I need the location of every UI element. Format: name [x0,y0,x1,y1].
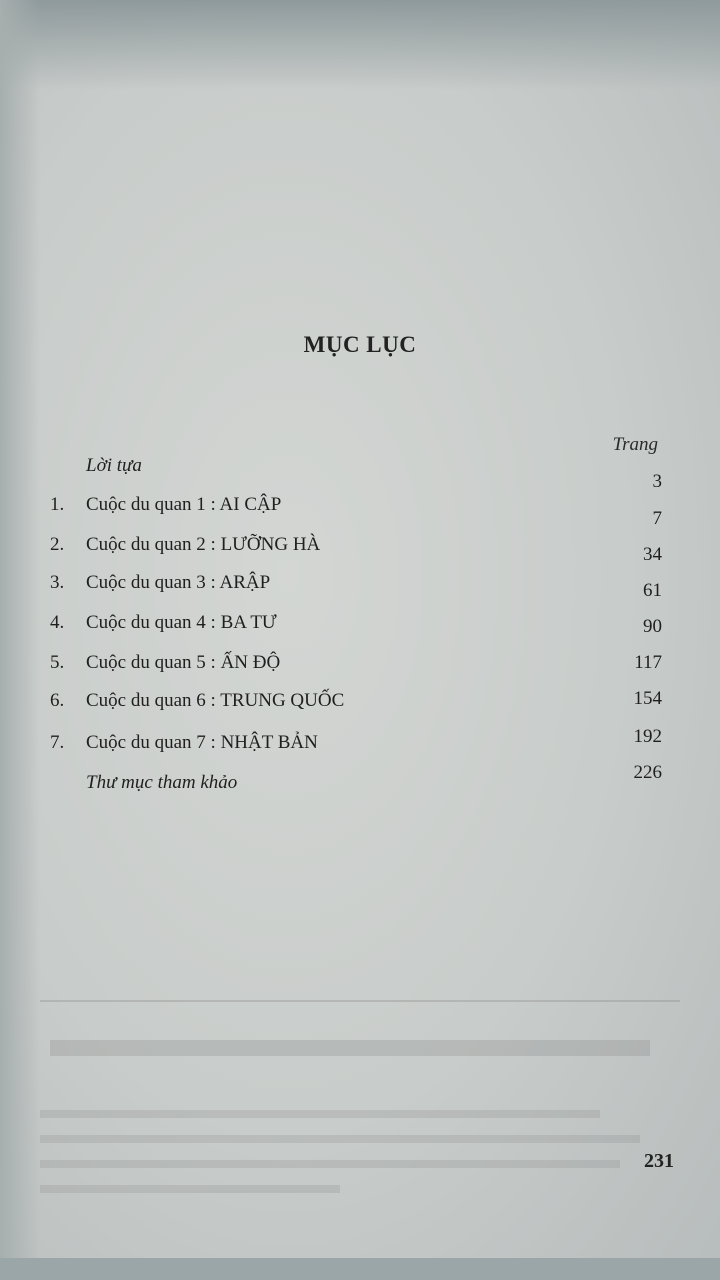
page-bottom-edge [0,1258,720,1280]
toc-entry [50,690,668,720]
toc-entry-number: 3. [50,572,65,593]
toc-entry-number: 4. [50,612,65,633]
page-shadow-top [0,0,720,90]
page-shadow-left [0,0,40,1280]
toc-entry-page: 154 [633,688,662,709]
toc-entry-label: Lời tựa [86,455,142,476]
toc-entry-number: 2. [50,534,65,555]
toc-entry-number: 1. [50,494,65,515]
toc-entry [50,612,668,642]
page-number: 231 [644,1150,674,1172]
toc-entry-page: 226 [633,762,662,783]
toc-entry [50,762,668,802]
toc-entry-page: 192 [633,726,662,747]
toc-entry [50,572,668,602]
toc-entry-page: 7 [652,508,662,529]
toc-entry [50,652,668,682]
toc-entry-number: 6. [50,690,65,711]
toc-entry-number: 5. [50,652,65,673]
toc-entry [50,455,668,492]
toc-entry-label: Cuộc du quan 6 : TRUNG QUỐC [86,690,345,711]
toc-entry-label: Cuộc du quan 2 : LƯỠNG HÀ [86,534,321,555]
toc-entry-label: Cuộc du quan 4 : BA TƯ [86,612,277,633]
toc-entry-label: Cuộc du quan 5 : ẤN ĐỘ [86,652,281,673]
toc-entry-label: Cuộc du quan 7 : NHẬT BẢN [86,732,318,753]
toc-entry-page: 34 [643,544,662,565]
toc-entry-label: Thư mục tham khảo [86,772,238,793]
toc-entry-number: 7. [50,732,65,753]
page-column-label: Trang [612,434,658,455]
toc-entry [50,494,668,529]
toc-entry [50,534,668,564]
toc-entry-page: 90 [643,616,662,637]
table-of-contents-title: MỤC LỤC [303,332,417,357]
toc-entry-page: 3 [652,471,662,492]
toc-entry-label: Cuộc du quan 1 : AI CẬP [86,494,282,515]
toc-entry-page: 117 [634,652,662,673]
bleed-through-text [40,1000,680,1200]
toc-entry [50,726,668,762]
toc-entry-label: Cuộc du quan 3 : ARẬP [86,572,271,593]
toc-entry-page: 61 [643,580,662,601]
